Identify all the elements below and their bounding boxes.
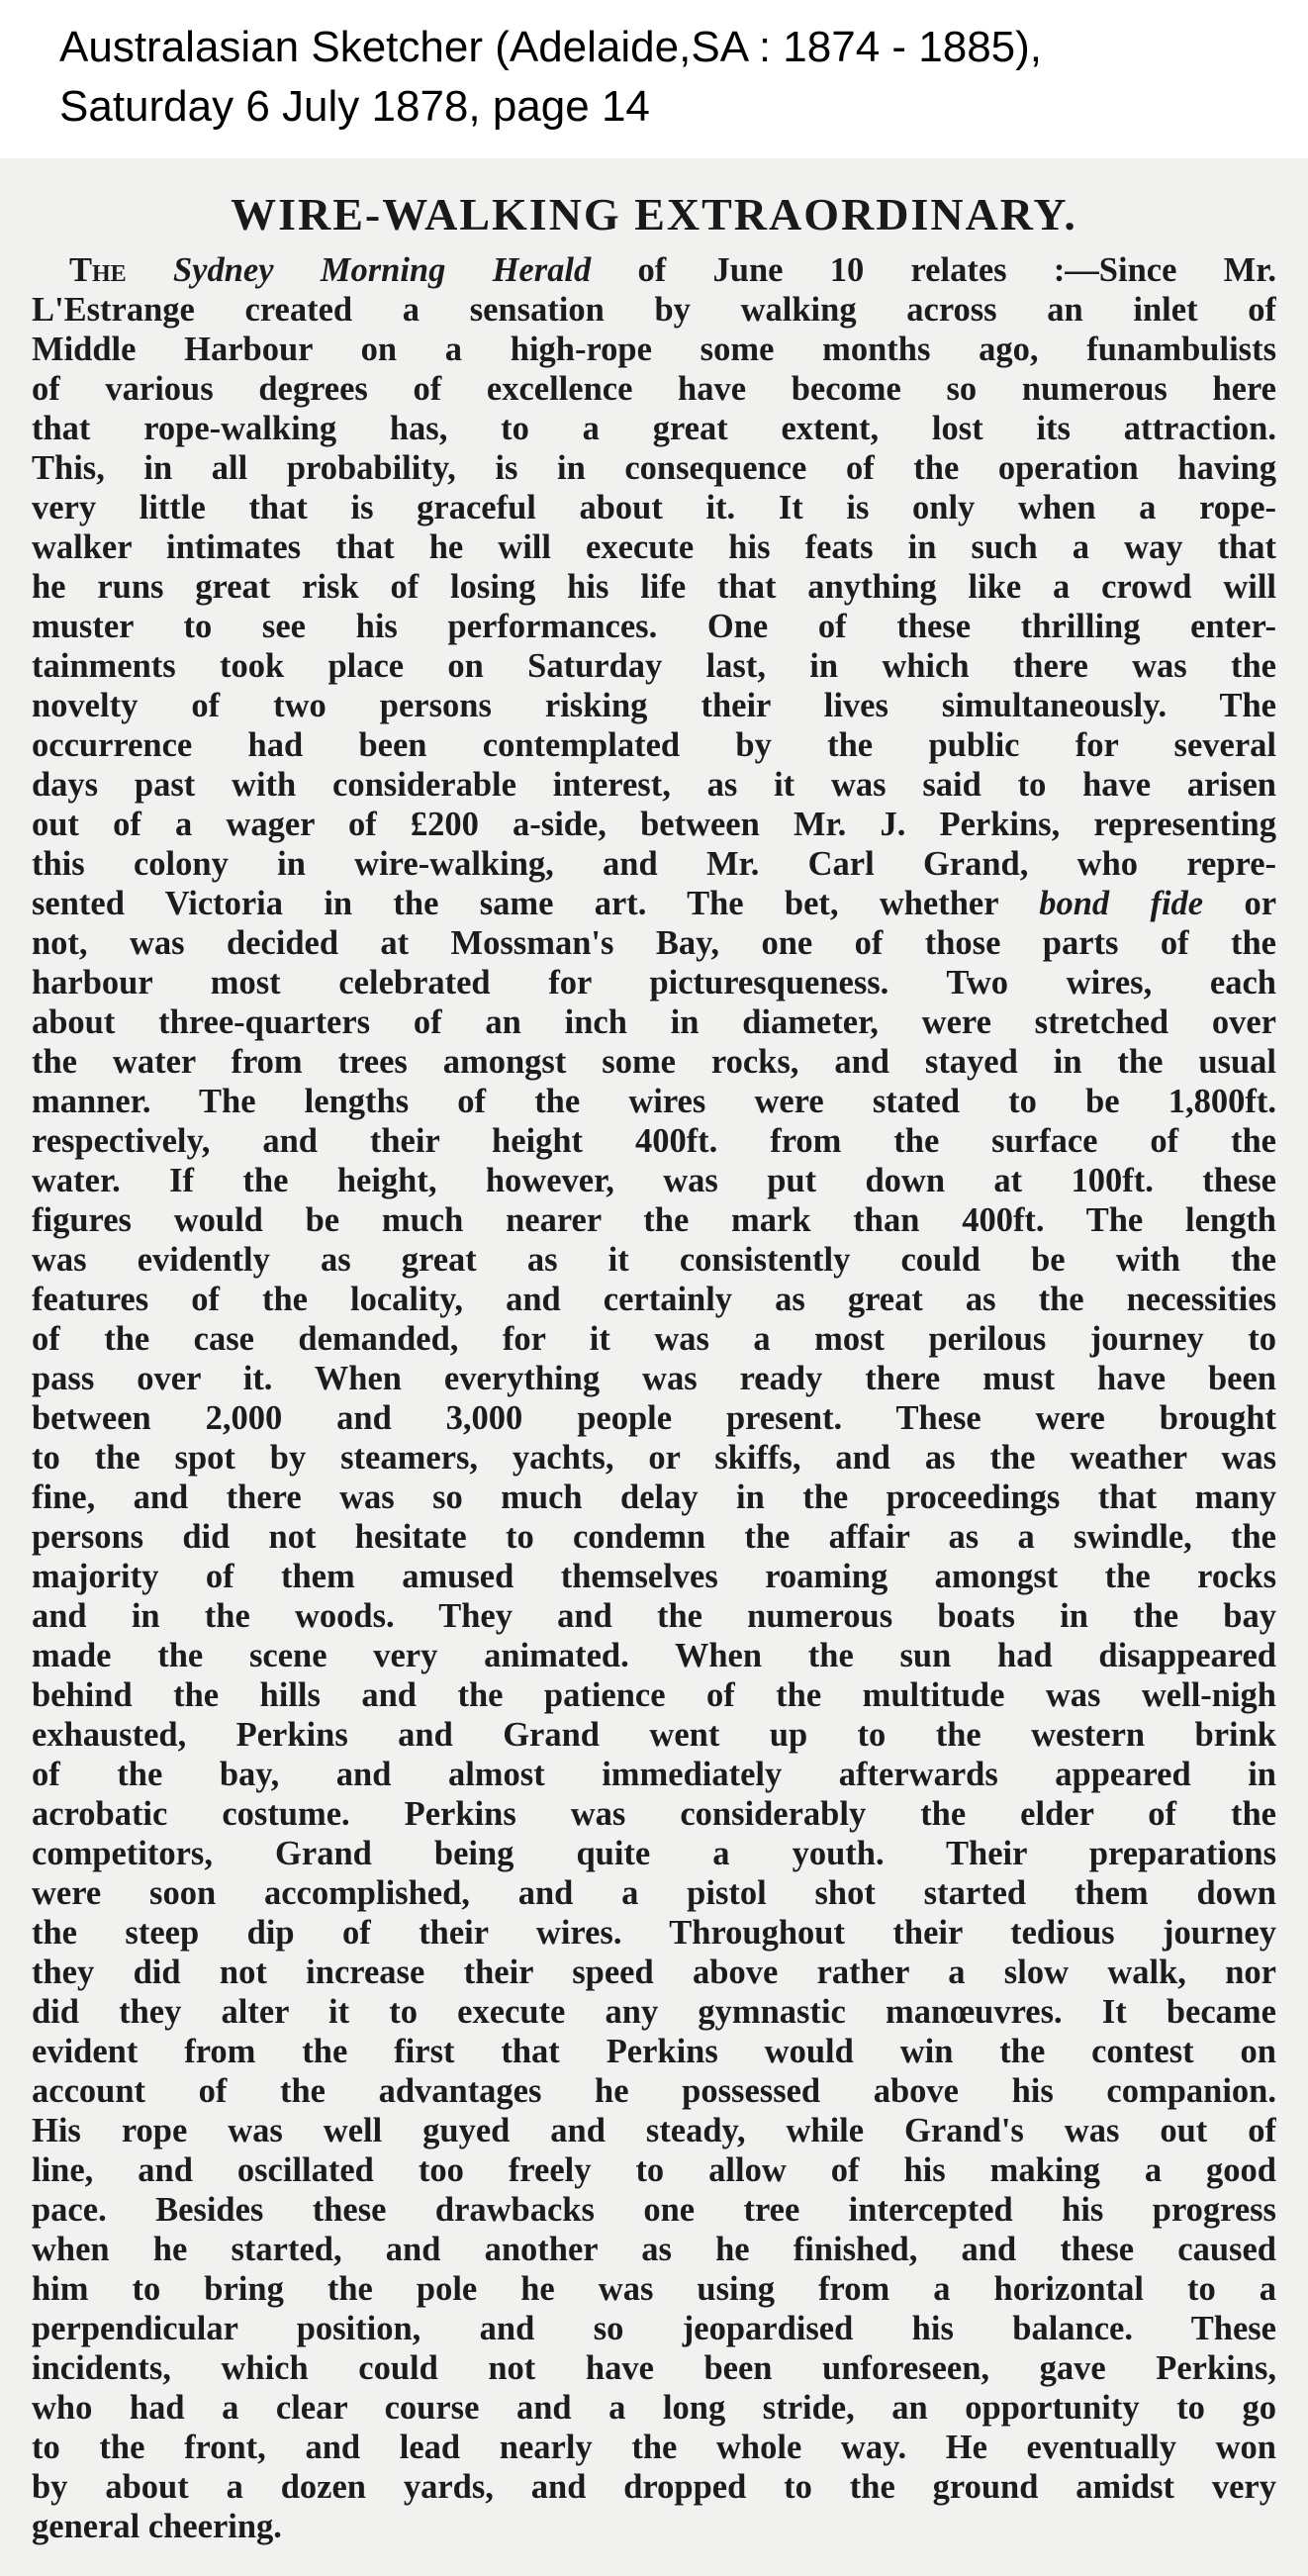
article-line: the steep dip of their wires. Throughout their tedious journey	[32, 1914, 1276, 1952]
article-line: of various degrees of excellence have become so numerous here	[32, 370, 1276, 408]
article-line: respectively, and their height 400ft. from the surface of the	[32, 1122, 1276, 1160]
article-line: of the bay, and almost immediately afterwards appeared in	[32, 1756, 1276, 1793]
article-line: days past with considerable interest, as it was said to have arisen	[32, 766, 1276, 804]
article-line: him to bring the pole he was using from a horizontal to a	[32, 2270, 1276, 2308]
article-line: walker intimates that he will execute his feats in such a way that	[32, 528, 1276, 566]
lead-rest: of June 10 relates :—Since Mr.	[637, 251, 1276, 289]
article-line: water. If the height, however, was put down at 100ft. these	[32, 1162, 1276, 1199]
article-lead-line	[32, 250, 1276, 290]
article-line: they did not increase their speed above rather a slow walk, nor	[32, 1954, 1276, 1991]
article-line: evident from the first that Perkins would win the contest on	[32, 2033, 1276, 2070]
article-line: between 2,000 and 3,000 people present. These were brought	[32, 1399, 1276, 1437]
article-line: incidents, which could not have been unforeseen, gave Perkins,	[32, 2349, 1276, 2387]
article-line: majority of them amused themselves roaming amongst the rocks	[32, 1558, 1276, 1595]
article-line: harbour most celebrated for picturesqueness. Two wires, each	[32, 964, 1276, 1002]
article-line: acrobatic costume. Perkins was considerably the elder of the	[32, 1795, 1276, 1833]
article-line: to the front, and lead nearly the whole way. He eventually won	[32, 2429, 1276, 2466]
article-line: perpendicular position, and so jeopardised his balance. These	[32, 2310, 1276, 2347]
article-line: novelty of two persons risking their lives simultaneously. The	[32, 687, 1276, 724]
article-line: exhausted, Perkins and Grand went up to the western brink	[32, 1716, 1276, 1754]
article-line: was evidently as great as it consistently could be with the	[32, 1241, 1276, 1279]
article-line: pass over it. When everything was ready there must have been	[32, 1360, 1276, 1397]
article-line: manner. The lengths of the wires were stated to be 1,800ft.	[32, 1083, 1276, 1120]
article-line: not, was decided at Mossman's Bay, one of those parts of the	[32, 924, 1276, 962]
article-line: tainments took place on Saturday last, in which there was the	[32, 647, 1276, 685]
article-line: persons did not hesitate to condemn the affair as a swindle, the	[32, 1518, 1276, 1556]
article-line: fine, and there was so much delay in the proceedings that many	[32, 1479, 1276, 1516]
article-line: who had a clear course and a long stride, an opportunity to go	[32, 2389, 1276, 2427]
source-caption	[0, 0, 1308, 158]
article-line: did they alter it to execute any gymnastic manœuvres. It became	[32, 1993, 1276, 2031]
source-title: Australasian Sketcher (Adelaide,SA : 1874 - 1885),	[59, 23, 1043, 71]
article-lines-part-2	[32, 923, 1276, 2507]
article-line: His rope was well guyed and steady, while Grand's was out of	[32, 2112, 1276, 2149]
article-line: made the scene very animated. When the sun had disappeared	[32, 1637, 1276, 1674]
lead-the: The	[69, 251, 127, 289]
article-line: when he started, and another as he finished, and these caused	[32, 2231, 1276, 2268]
article-line: figures would be much nearer the mark than 400ft. The length	[32, 1201, 1276, 1239]
article-lines-part-1	[32, 290, 1276, 884]
article-line: were soon accomplished, and a pistol shot started them down	[32, 1874, 1276, 1912]
bona-pre: sented Victoria in the same art. The bet, whether	[32, 885, 998, 922]
article-line: L'Estrange created a sensation by walking across an inlet of	[32, 291, 1276, 329]
article-line: that rope-walking has, to a great extent, lost its attraction.	[32, 410, 1276, 447]
article-line: very little that is graceful about it. It is only when a rope-	[32, 489, 1276, 526]
article-line: competitors, Grand being quite a youth. Their preparations	[32, 1835, 1276, 1872]
article-line: by about a dozen yards, and dropped to the ground amidst very	[32, 2468, 1276, 2506]
article-line: muster to see his performances. One of these thrilling enter-	[32, 608, 1276, 645]
article-line: out of a wager of £200 a-side, between Mr. J. Perkins, representing	[32, 806, 1276, 843]
article-line: occurrence had been contemplated by the public for several	[32, 726, 1276, 764]
article-line: Middle Harbour on a high-rope some months ago, funambulists	[32, 331, 1276, 368]
article-line: about three-quarters of an inch in diameter, were stretched over	[32, 1003, 1276, 1041]
article-body	[32, 250, 1276, 2546]
article-line: and in the woods. They and the numerous boats in the bay	[32, 1597, 1276, 1635]
article-line: to the spot by steamers, yachts, or skiffs, and as the weather was	[32, 1439, 1276, 1477]
source-date-page: Saturday 6 July 1878, page 14	[59, 82, 650, 131]
article-line: features of the locality, and certainly as great as the necessities	[32, 1281, 1276, 1318]
article-line: he runs great risk of losing his life that anything like a crowd will	[32, 568, 1276, 606]
article-line: This, in all probability, is in consequence of the operation having	[32, 449, 1276, 487]
article-line	[32, 884, 1276, 923]
newspaper-clipping	[0, 158, 1308, 2576]
article-line: behind the hills and the patience of the multitude was well-nigh	[32, 1676, 1276, 1714]
article-line: of the case demanded, for it was a most perilous journey to	[32, 1320, 1276, 1358]
article-line: pace. Besides these drawbacks one tree intercepted his progress	[32, 2191, 1276, 2229]
bona-fide-italic: bond fide	[1039, 885, 1204, 922]
article-last-line: general cheering.	[32, 2508, 282, 2545]
bona-post: or	[1244, 885, 1276, 922]
article-line: line, and oscillated too freely to allow of his making a good	[32, 2151, 1276, 2189]
article-line: account of the advantages he possessed above his companion.	[32, 2072, 1276, 2110]
article-line: the water from trees amongst some rocks, and stayed in the usual	[32, 1043, 1276, 1081]
article-headline: WIRE-WALKING EXTRAORDINARY.	[231, 189, 1077, 239]
article-line: this colony in wire-walking, and Mr. Carl Grand, who repre-	[32, 845, 1276, 883]
newspaper-name: Sydney Morning Herald	[172, 251, 592, 289]
